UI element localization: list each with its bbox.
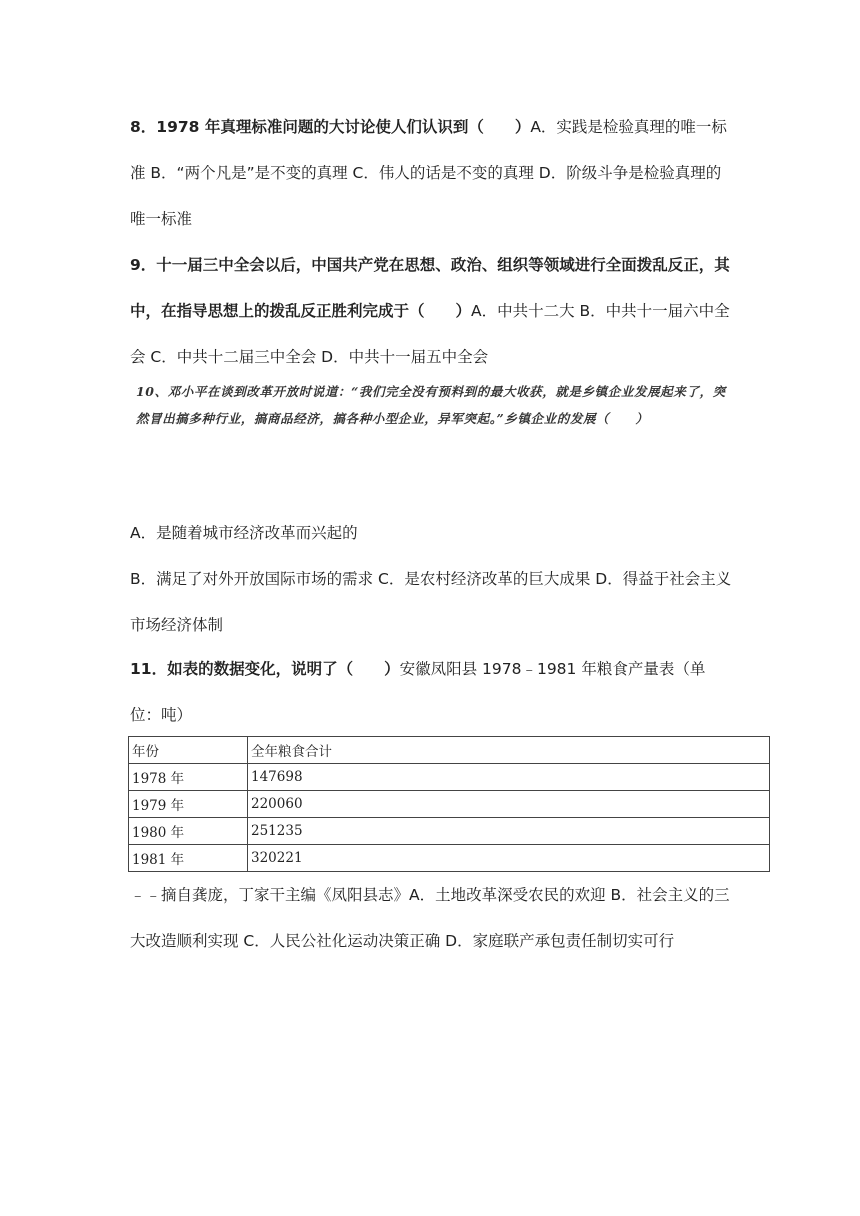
grain-output-table [128,736,770,872]
table-header-year: 年份 [129,737,248,764]
question-11-source-options [130,872,734,964]
table-cell-year: 1978 年 [129,764,248,791]
table-row [129,818,770,845]
table-cell-year: 1980 年 [129,818,248,845]
question-9 [130,242,734,380]
table-row [129,791,770,818]
question-9-options: A．中共十二大 B．中共十一届六中全会 C．中共十二届三中全会 D．中共十一届五中全会 [130,302,730,366]
question-8 [130,104,734,242]
table-header-row [129,737,770,764]
question-11-stem: 11．如表的数据变化，说明了（ ） [130,660,400,678]
question-10-options-rest: B．满足了对外开放国际市场的需求 C．是农村经济改革的巨大成果 D．得益于社会主义市场经济体制 [130,570,732,634]
question-8-stem: 8．1978 年真理标准问题的大讨论使人们认识到（ ） [130,118,531,136]
table-row [129,764,770,791]
table-header-total: 全年粮食合计 [248,737,770,764]
table-cell-year: 1981 年 [129,845,248,872]
table-cell-total: 320221 [248,845,770,872]
table-cell-total: 147698 [248,764,770,791]
question-8-options: A．实践是检验真理的唯一标准 B．“两个凡是”是不变的真理 C．伟人的话是不变的真理 D．阶级斗争是检验真理的唯一标准 [130,118,727,228]
question-10-options [130,510,734,648]
table-cell-total: 220060 [248,791,770,818]
question-10-scanned-stem: 10、邓小平在谈到改革开放时说道：“我们完全没有预料到的最大收获，就是乡镇企业发展起来了，突然冒出搞多种行业，搞商品经济，搞各种小型企业，异军突起。”乡镇企业的发展（ ） [136,384,726,426]
table-cell-total: 251235 [248,818,770,845]
question-9-stem: 9．十一届三中全会以后，中国共产党在思想、政治、组织等领域进行全面拨乱反正，其中，在指导思想上的拨乱反正胜利完成于（ ） [130,256,730,320]
question-11 [130,646,734,738]
question-11-source-and-options: ﹣﹣摘自龚庞，丁家干主编《凤阳县志》A．土地改革深受农民的欢迎 B．社会主义的三大改造顺利实现 C．人民公社化运动决策正确 D．家庭联产承包责任制切实可行 [130,886,730,950]
table-cell-year: 1979 年 [129,791,248,818]
question-10-option-a: A．是随着城市经济改革而兴起的 [130,524,358,542]
table-row [129,845,770,872]
question-11-table-caption: 安徽凤阳县 1978﹣1981 年粮食产量表（单位：吨） [130,660,706,724]
